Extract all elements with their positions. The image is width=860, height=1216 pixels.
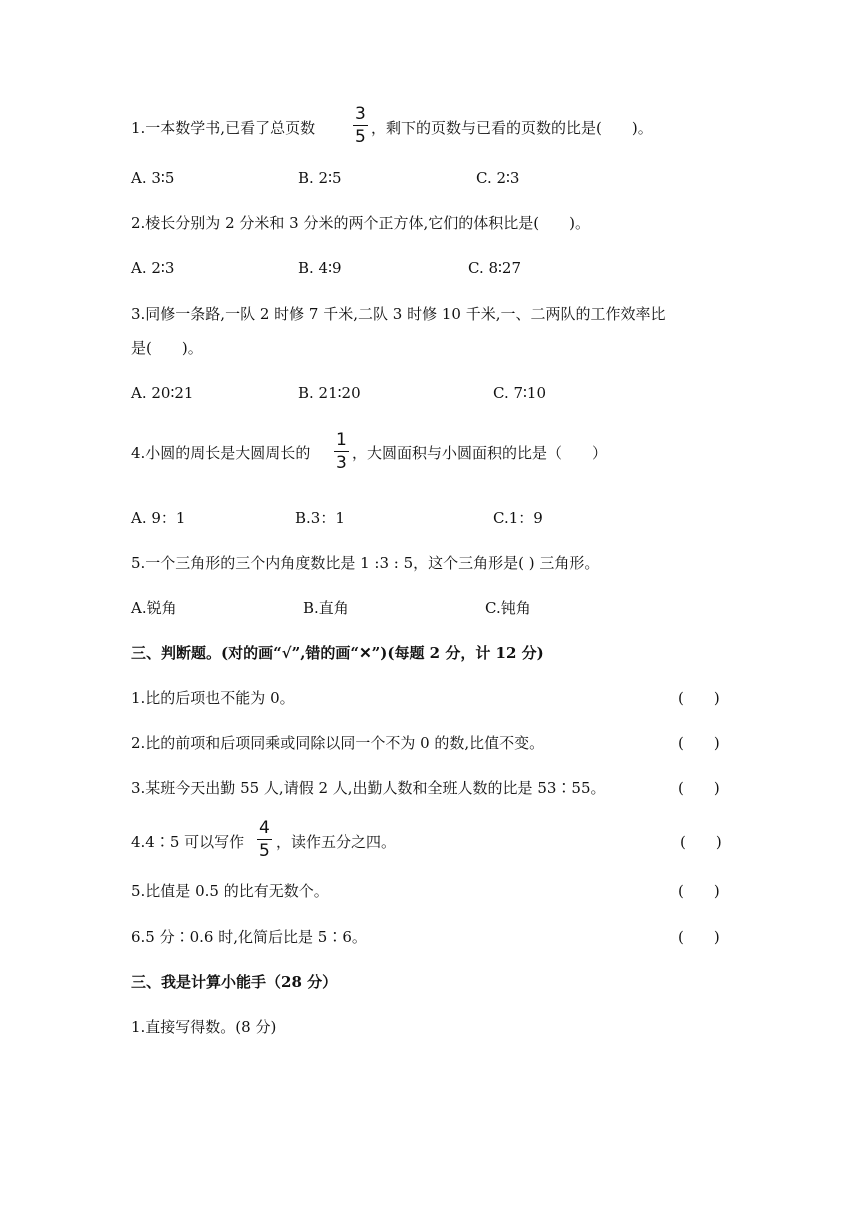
q1-fraction <box>353 104 368 147</box>
judge-item-3: 3.某班今天出勤 55 人,请假 2 人,出勤人数和全班人数的比是 53∶55。 <box>131 779 606 797</box>
q3-option-a: A. 20∶21 <box>131 384 194 402</box>
q1-text-a: 1.一本数学书,已看了总页数 <box>131 119 316 137</box>
judge-item-4-frac-num: 4 <box>259 818 270 838</box>
q4-option-b: B.3：1 <box>295 509 345 527</box>
q3-text-line2: 是( )。 <box>131 339 203 357</box>
judge-answer-5[interactable]: ( ) <box>678 882 720 900</box>
judge-item-1: 1.比的后项也不能为 0。 <box>131 689 295 707</box>
q2-option-a: A. 2∶3 <box>131 259 175 277</box>
q4-text-b: ，大圆面积与小圆面积的比是（ ） <box>352 444 608 462</box>
calc-subheading: 1.直接写得数。(8 分) <box>131 1018 277 1036</box>
calc-heading: 三、我是计算小能手（28 分） <box>131 973 338 991</box>
q4-frac-num: 1 <box>336 430 347 450</box>
judge-answer-4[interactable]: ( ) <box>680 833 722 851</box>
judge-answer-1[interactable]: ( ) <box>678 689 720 707</box>
q5-text: 5.一个三角形的三个内角度数比是 1 :3 : 5，这个三角形是( ) 三角形。 <box>131 554 600 572</box>
q5-option-c: C.钝角 <box>485 599 531 617</box>
q4-text-a: 4.小圆的周长是大圆周长的 <box>131 444 311 462</box>
q3-text-line1: 3.同修一条路,一队 2 时修 7 千米,二队 3 时修 10 千米,一、二两队的工作效率比 <box>131 305 666 323</box>
q2-option-c: C. 8∶27 <box>468 259 522 277</box>
fraction-bar <box>257 839 272 840</box>
judge-item-5: 5.比值是 0.5 的比有无数个。 <box>131 882 329 900</box>
q1-option-a: A. 3∶5 <box>131 169 175 187</box>
q1-text-b: ，剩下的页数与已看的页数的比是( )。 <box>371 119 653 137</box>
judge-answer-2[interactable]: ( ) <box>678 734 720 752</box>
q4-option-c: C.1：9 <box>493 509 543 527</box>
judge-item-2: 2.比的前项和后项同乘或同除以同一个不为 0 的数,比值不变。 <box>131 734 545 752</box>
judge-answer-6[interactable]: ( ) <box>678 928 720 946</box>
q2-text: 2.棱长分别为 2 分米和 3 分米的两个正方体,它们的体积比是( )。 <box>131 214 590 232</box>
q5-option-a: A.锐角 <box>131 599 177 617</box>
judge-heading: 三、判断题。(对的画“√”,错的画“✕”)(每题 2 分，计 12 分) <box>131 644 544 662</box>
fraction-bar <box>334 451 349 452</box>
q4-fraction <box>334 430 349 473</box>
judge-item-4: 4.4∶5 可以写作 <box>131 833 245 851</box>
q1-frac-den: 5 <box>355 127 366 147</box>
judge-item-4-fraction <box>257 818 272 861</box>
q4-frac-den: 3 <box>336 453 347 473</box>
q5-option-b: B.直角 <box>303 599 349 617</box>
q4-option-a: A. 9：1 <box>131 509 186 527</box>
judge-answer-3[interactable]: ( ) <box>678 779 720 797</box>
judge-item-4-frac-den: 5 <box>259 841 270 861</box>
q2-option-b: B. 4∶9 <box>298 259 342 277</box>
q1-frac-num: 3 <box>355 104 366 124</box>
q3-option-b: B. 21∶20 <box>298 384 361 402</box>
fraction-bar <box>353 125 368 126</box>
judge-item-6: 6.5 分∶0.6 时,化简后比是 5∶6。 <box>131 928 367 946</box>
q1-option-b: B. 2∶5 <box>298 169 342 187</box>
q1-option-c: C. 2∶3 <box>476 169 520 187</box>
judge-item-4-tail: ，读作五分之四。 <box>276 833 397 851</box>
q3-option-c: C. 7∶10 <box>493 384 547 402</box>
